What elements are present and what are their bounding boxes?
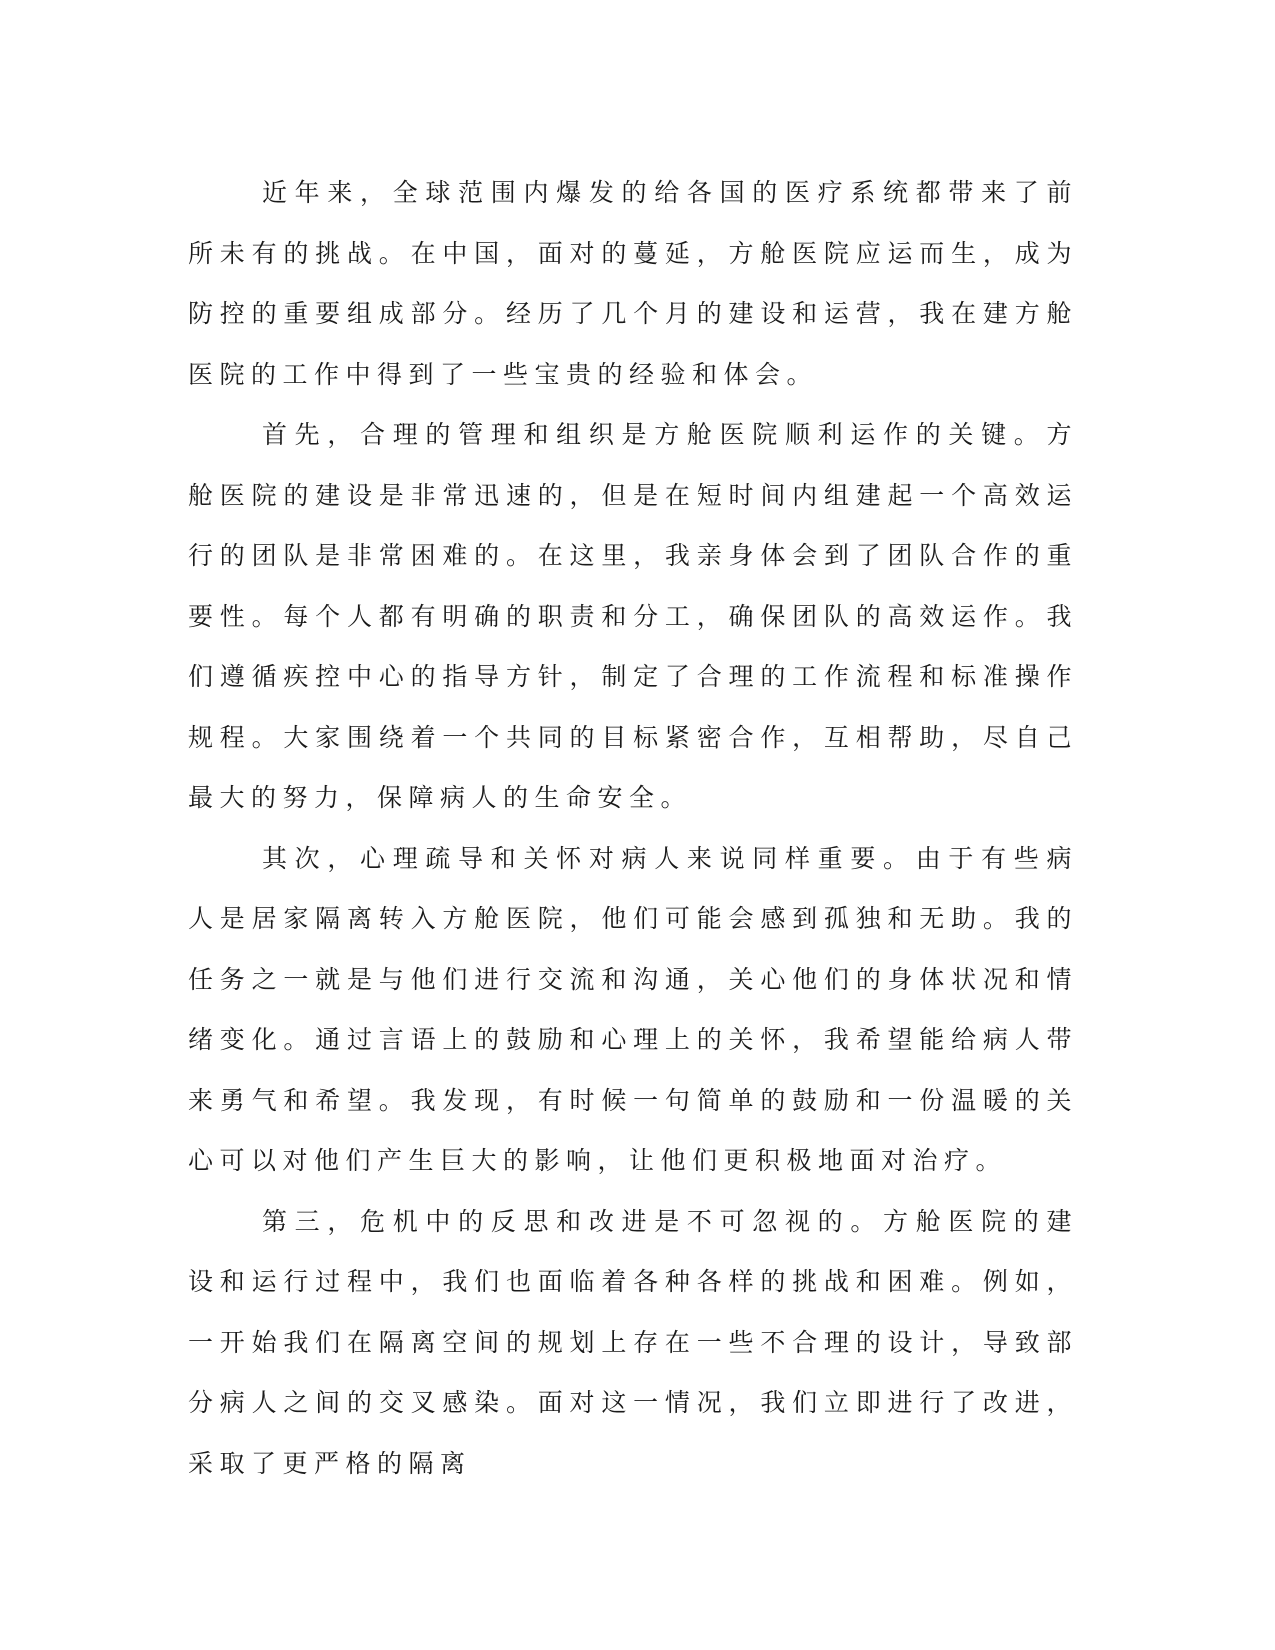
paragraph-management: 首先，合理的管理和组织是方舱医院顺利运作的关键。方舱医院的建设是非常迅速的，但是在短时间内组建起一个高效运行的团队是非常困难的。在这里，我亲身体会到了团队合作的重要性。每个人都有明确的职责和分工，确保团队的高效运作。我们遵循疾控中心的指导方针，制定了合理的工作流程和标准操作规程。大家围绕着一个共同的目标紧密合作，互相帮助，尽自己最大的努力，保障病人的生命安全。 xyxy=(188,420,1078,812)
paragraph-intro: 近年来，全球范围内爆发的给各国的医疗系统都带来了前所未有的挑战。在中国，面对的蔓延，方舱医院应运而生，成为防控的重要组成部分。经历了几个月的建设和运营，我在建方舱医院的工作中得到了一些宝贵的经验和体会。 xyxy=(188,178,1078,389)
document-body xyxy=(188,163,1078,1494)
paragraph-reflection: 第三，危机中的反思和改进是不可忽视的。方舱医院的建设和运行过程中，我们也面临着各种各样的挑战和困难。例如，一开始我们在隔离空间的规划上存在一些不合理的设计，导致部分病人之间的交叉感染。面对这一情况，我们立即进行了改进，采取了更严格的隔离 xyxy=(188,1206,1078,1478)
paragraph-psychological-care: 其次，心理疏导和关怀对病人来说同样重要。由于有些病人是居家隔离转入方舱医院，他们可能会感到孤独和无助。我的任务之一就是与他们进行交流和沟通，关心他们的身体状况和情绪变化。通过言语上的鼓励和心理上的关怀，我希望能给病人带来勇气和希望。我发现，有时候一句简单的鼓励和一份温暖的关心可以对他们产生巨大的影响，让他们更积极地面对治疗。 xyxy=(188,843,1078,1175)
